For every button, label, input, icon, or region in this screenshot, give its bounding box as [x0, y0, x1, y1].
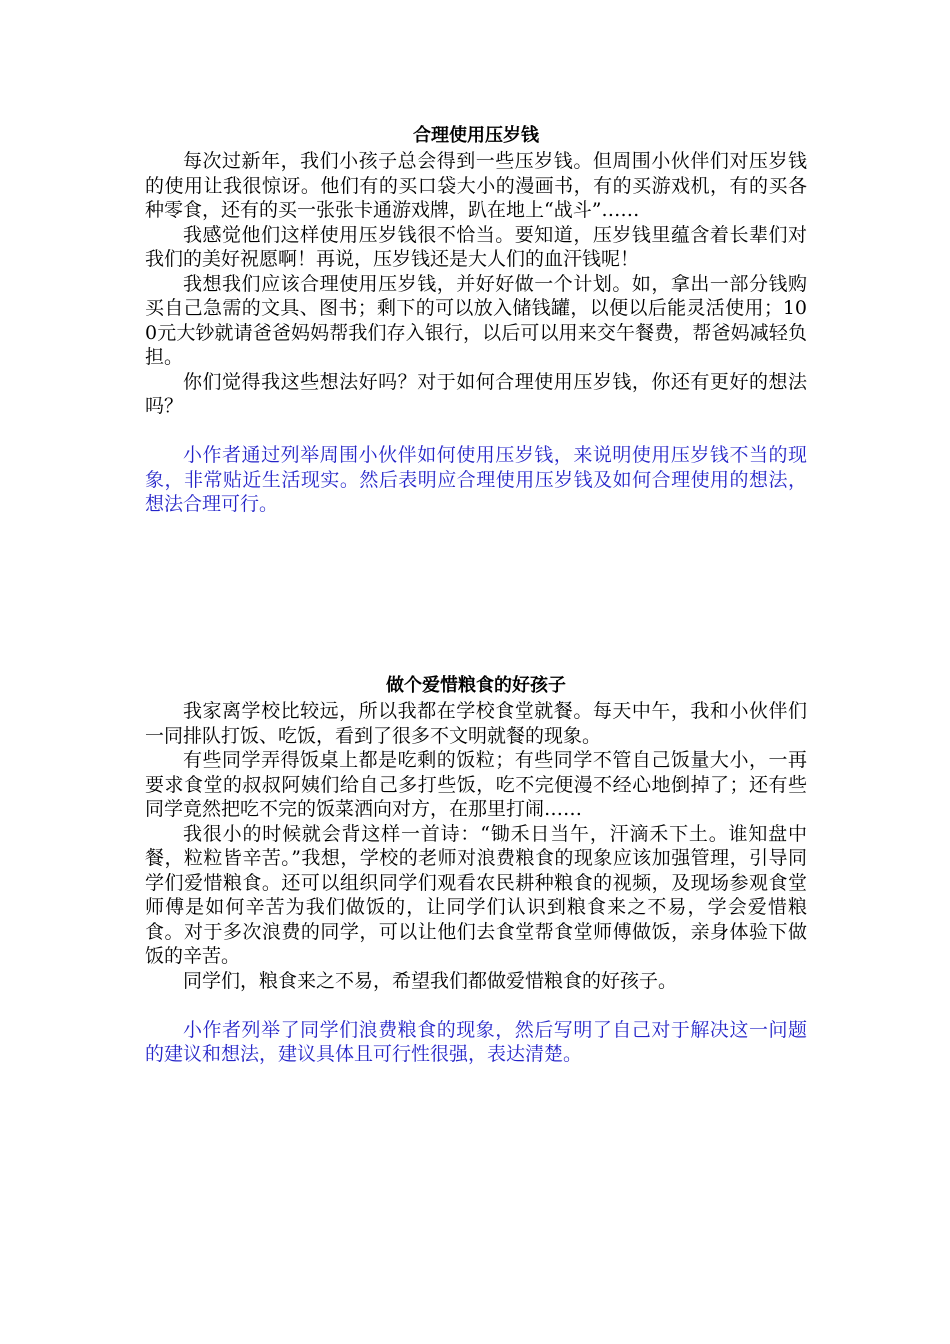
essay-paragraph: 同学们，粮食来之不易，希望我们都做爱惜粮食的好孩子。	[183, 969, 678, 992]
essay-paragraph: 我很小的时候就会背这样一首诗：“锄禾日当午，汗滴禾下土。谁知盘中餐，粒粒皆辛苦。”我想，学校的老师对浪费粮食的现象应该加强管理，引导同学们爱惜粮食。还可以组织同学们观看农民耕种粮食的视频，及现场参观食堂师傅是如何辛苦为我们做饭的，让同学们认识到粮食来之不易，学会爱惜粮食。对于多次浪费的同学，可以让他们去食堂帮食堂师傅做饭，亲身体验下做饭的辛苦。	[145, 822, 807, 967]
essay-paragraph: 每次过新年，我们小孩子总会得到一些压岁钱。但周围小伙伴们对压岁钱的使用让我很惊讶。他们有的买口袋大小的漫画书，有的买游戏机，有的买各种零食，还有的买一张张卡通游戏牌，趴在地上“战斗”……	[145, 150, 807, 221]
essay-paragraph: 我想我们应该合理使用压岁钱，并好好做一个计划。如，拿出一部分钱购买自己急需的文具、图书；剩下的可以放入储钱罐，以便以后能灵活使用；100元大钞就请爸爸妈妈帮我们存入银行，以后可以用来交午餐费，帮爸妈减轻负担。	[145, 272, 807, 368]
essay-paragraph: 有些同学弄得饭桌上都是吃剩的饭粒；有些同学不管自己饭量大小，一再要求食堂的叔叔阿姨们给自己多打些饭，吃不完便漫不经心地倒掉了；还有些同学竟然把吃不完的饭菜洒向对方，在那里打闹……	[145, 749, 807, 820]
teacher-comment: 小作者列举了同学们浪费粮食的现象，然后写明了自己对于解决这一问题的建议和想法，建议具体且可行性很强，表达清楚。	[145, 1018, 807, 1065]
essay-title: 做个爱惜粮食的好孩子	[386, 675, 566, 696]
essay-1	[145, 122, 807, 517]
essay-2	[145, 672, 807, 1067]
essay-paragraph: 我感觉他们这样使用压岁钱很不恰当。要知道，压岁钱里蕴含着长辈们对我们的美好祝愿啊！再说，压岁钱还是大人们的血汗钱呢！	[145, 223, 807, 270]
essay-paragraph: 我家离学校比较远，所以我都在学校食堂就餐。每天中午，我和小伙伴们一同排队打饭、吃饭，看到了很多不文明就餐的现象。	[145, 700, 807, 747]
teacher-comment: 小作者通过列举周围小伙伴如何使用压岁钱，来说明使用压岁钱不当的现象，非常贴近生活现实。然后表明应合理使用压岁钱及如何合理使用的想法，想法合理可行。	[145, 444, 807, 515]
essay-paragraph: 你们觉得我这些想法好吗？对于如何合理使用压岁钱，你还有更好的想法吗？	[145, 370, 807, 417]
essay-title: 合理使用压岁钱	[413, 125, 539, 146]
